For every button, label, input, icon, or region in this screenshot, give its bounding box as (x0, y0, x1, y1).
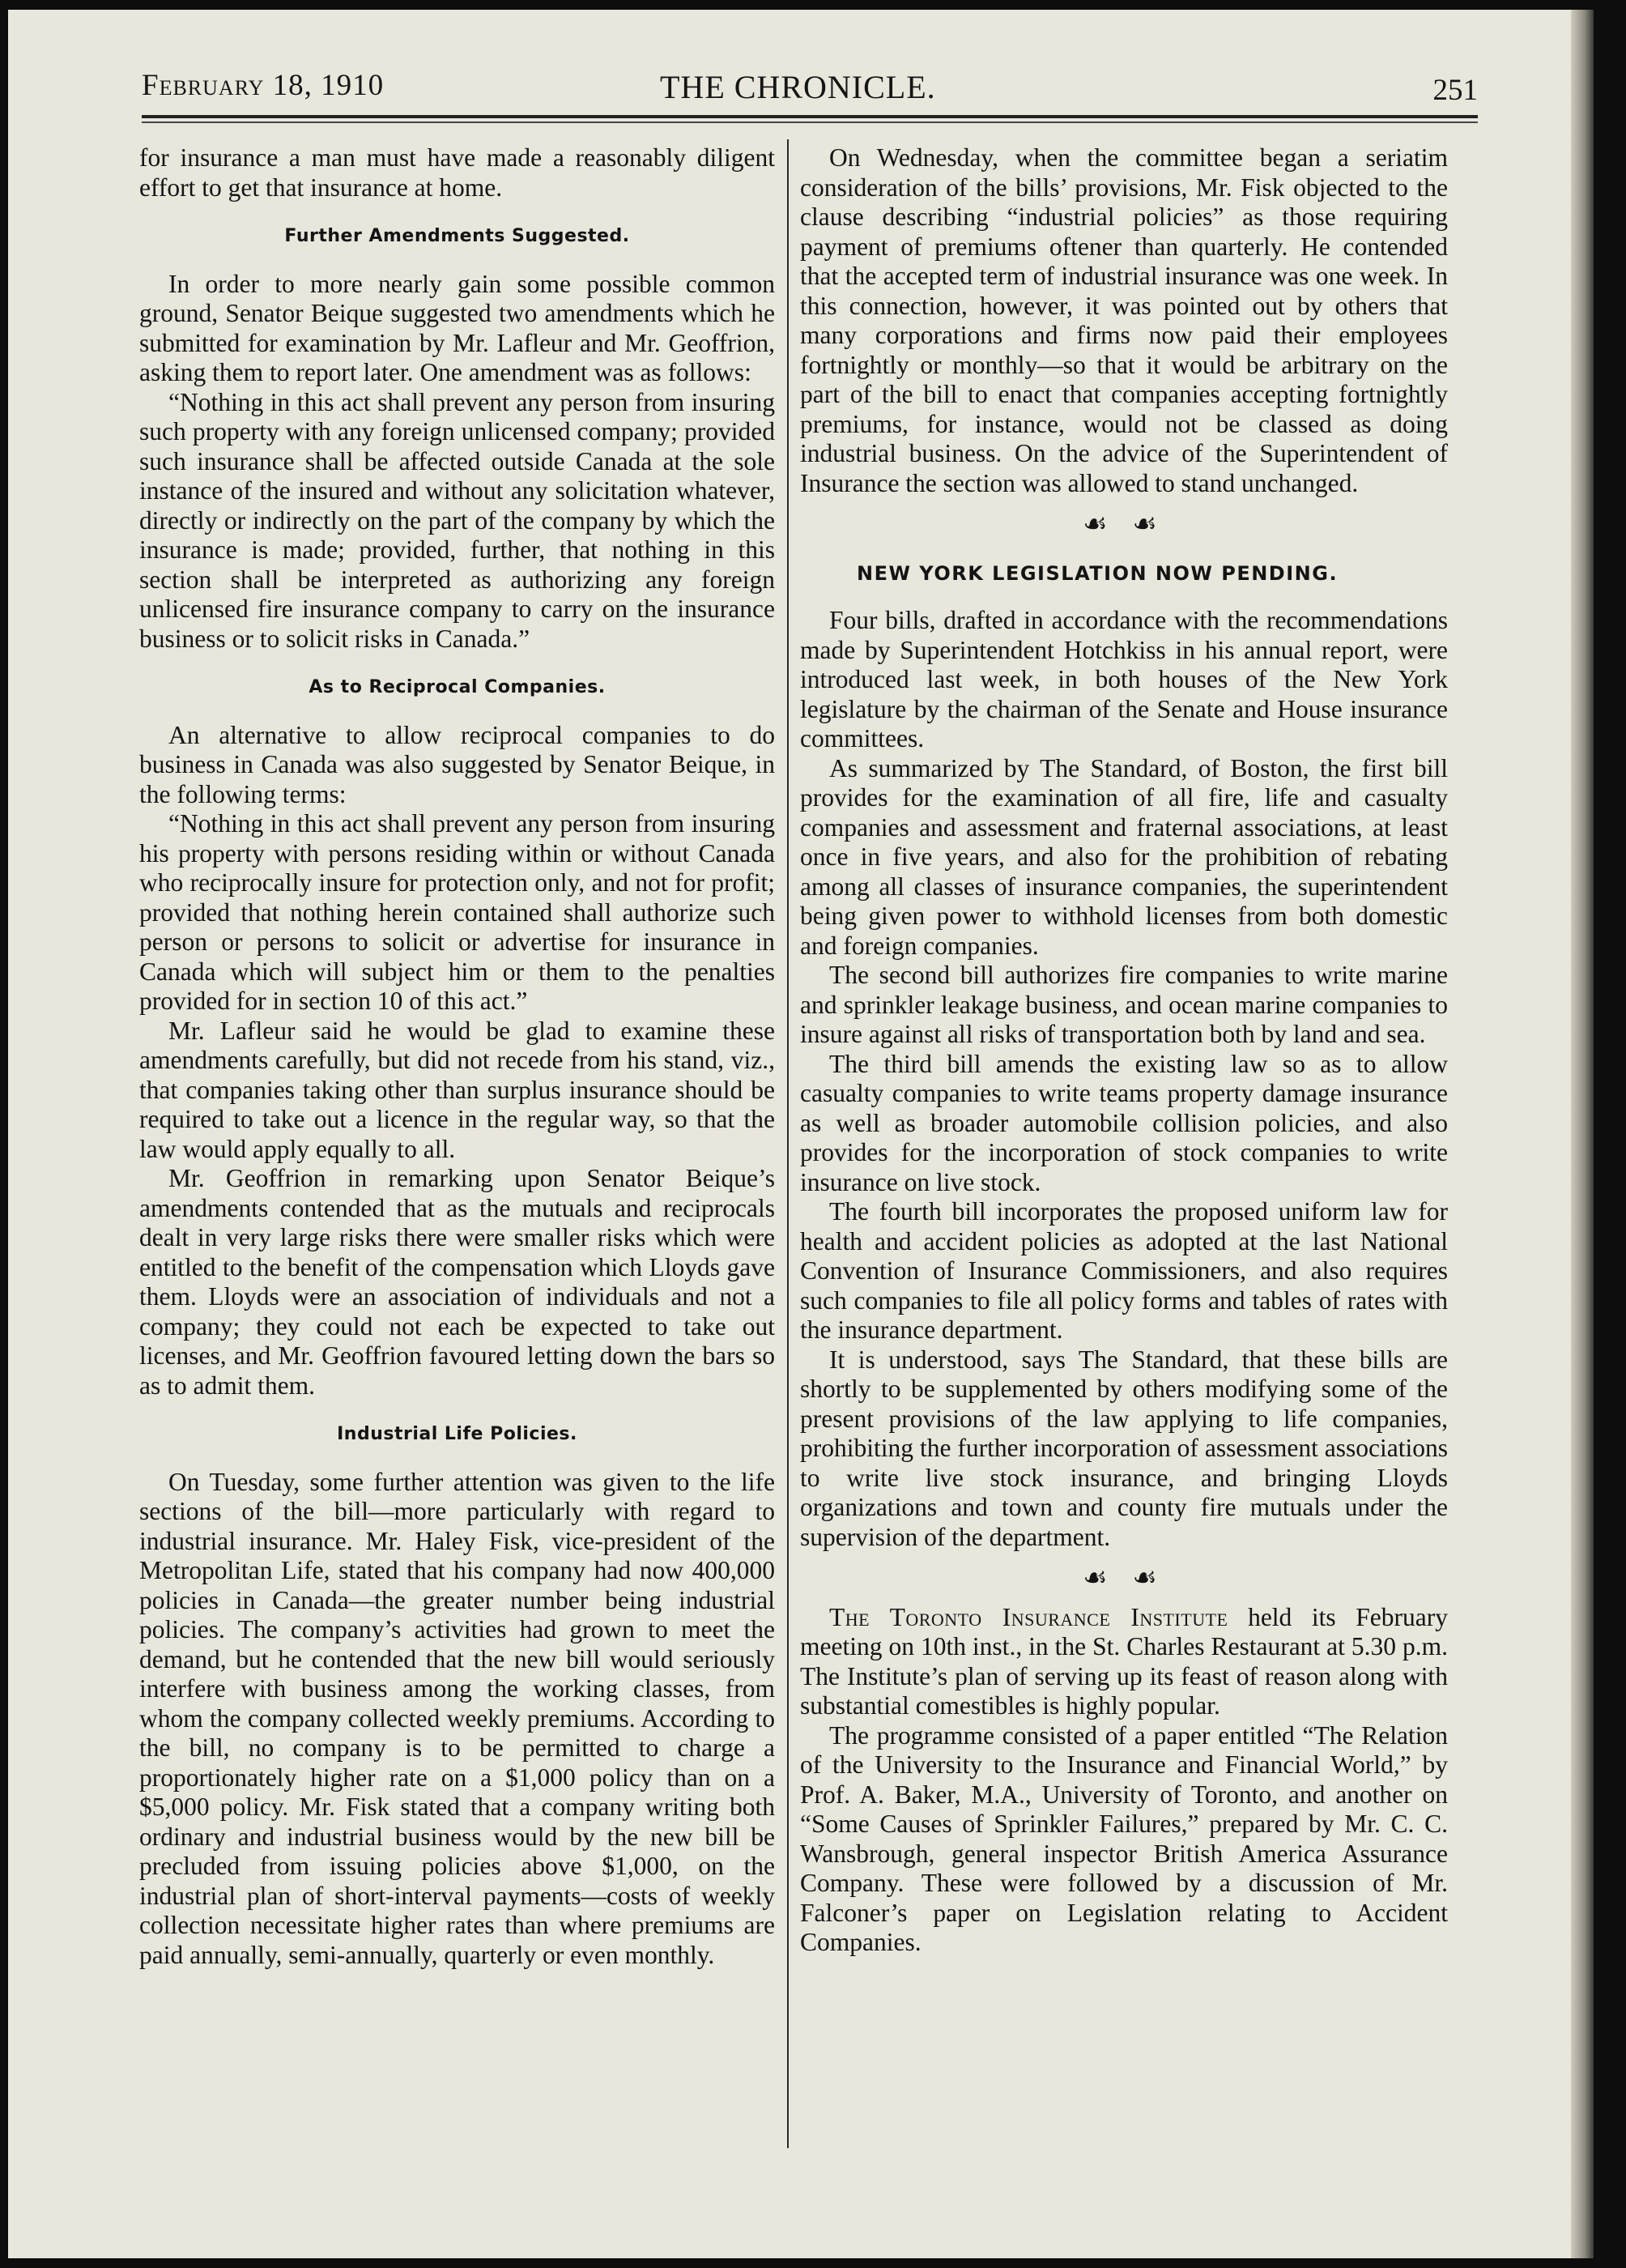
left-column (139, 143, 775, 1970)
scanned-page (8, 10, 1594, 2258)
paragraph: On Wednesday, when the committee began a seriatim consideration of the bills’ provisions, Mr. Fisk objected to the clause describing “industrial policies” as those requiring payment of premiums oftener than quarterly. He contended that the accepted term of industrial insurance was one week. In this connection, however, it was pointed out by others that many corporations and firms now paid their employees fortnightly or monthly—so that it would be arbitrary on the part of the bill to enact that companies accepting fortnightly premiums, for instance, would not be classed as doing industrial business. On the advice of the Superintendent of Insurance the section was allowed to stand unchanged. (800, 143, 1448, 497)
paragraph: The second bill authorizes fire companies to write marine and sprinkler leakage business, and ocean marine companies to insure against all risks of transportation both by land and sea. (800, 961, 1448, 1048)
page-header (142, 68, 1478, 117)
paragraph: Four bills, drafted in accordance with the recommendations made by Superintendent Hotchkiss in his annual report, were introduced last week, in both houses of the New York legislature by the chairman of the Senate and House insurance committees. (800, 606, 1448, 752)
header-rule-thin (142, 122, 1478, 123)
right-column (800, 143, 1448, 1958)
issue-date: February 18, 1910 (142, 69, 385, 102)
paragraph: Mr. Lafleur said he would be glad to examine these amendments carefully, but did not recede from his stand, viz., that companies taking other than surplus insurance should be required to take out a licence in the regular way, so that the law would apply equally to all. (139, 1016, 775, 1163)
publication-title: THE CHRONICLE. (660, 69, 936, 105)
ornament-separator: ☙ ☙ (1083, 1562, 1165, 1594)
paragraph: An alternative to allow reciprocal companies to do business in Canada was also suggested by Senator Beique, in the following terms: (139, 720, 775, 808)
paragraph: It is understood, says The Standard, that these bills are shortly to be supplemented by others modifying some of the present provisions of the law applying to life companies, prohibiting the further incorporation of assessment associations to write live stock insurance, and bringing Lloyds organizations and town and county fire mutuals under the supervision of the department. (800, 1345, 1448, 1551)
section-heading: Further Amendments Suggested. (284, 226, 630, 246)
paragraph: for insurance a man must have made a reasonably diligent effort to get that insurance at home. (139, 143, 775, 202)
paragraph: The fourth bill incorporates the proposed uniform law for health and accident policies as adopted at the last National Convention of Insurance Commissioners, and also requires such companies to file all policy forms and tables of rates with the insurance department. (800, 1197, 1448, 1344)
paragraph: As summarized by The Standard, of Boston, the first bill provides for the examination of all fire, life and casualty companies and assessment and fraternal associations, at least once in five years, and also for the prohibition of rebating among all classes of insurance companies, the superintendent being given power to withhold licenses from both domestic and foreign companies. (800, 753, 1448, 960)
paragraph: Mr. Geoffrion in remarking upon Senator Beique’s amendments contended that as the mutuals and reciprocals dealt in very large risks there were smaller risks which were entitled to the benefit of the compensation which Lloyds gave them. Lloyds were an association of individuals and not a company; they could not each be expected to take out licenses, and Mr. Geoffrion favoured letting down the bars so as to admit them. (139, 1164, 775, 1400)
paragraph: In order to more nearly gain some possible common ground, Senator Beique suggested two amendments which he submitted for examination by Mr. Lafleur and Mr. Geoffrion, asking them to report later. One amendment was as follows: (139, 269, 775, 386)
section-heading: NEW YORK LEGISLATION NOW PENDING. (857, 561, 1339, 585)
institute-name: The Toronto Insurance Institute (829, 1602, 1228, 1631)
section-heading: As to Reciprocal Companies. (309, 677, 606, 697)
column-divider (787, 139, 789, 2148)
header-rule (142, 115, 1478, 118)
quoted-amendment: “Nothing in this act shall prevent any person from insuring his property with persons residing within or without Canada who reciprocally insure for protection only, and not for profit; provided that nothing herein contained shall authorize such person or persons to solicit or advertise for insurance in Canada which will subject him or them to the penalties provided for in section 10 of this act.” (139, 809, 775, 1015)
paragraph: The third bill amends the existing law so as to allow casualty companies to write teams property damage insurance as well as broader automobile collision policies, and also provides for the incorporation of stock companies to write insurance on live stock. (800, 1049, 1448, 1196)
page-number: 251 (1432, 74, 1478, 107)
section-heading: Industrial Life Policies. (337, 1424, 577, 1444)
paragraph: On Tuesday, some further attention was given to the life sections of the bill—more particularly with regard to industrial insurance. Mr. Haley Fisk, vice-president of the Metropolitan Life, stated that his company had now 400,000 policies in Canada—the greater number being industrial policies. The company’s activities had grown to meet the demand, but he contended that the new bill would seriously interfere with business among the working classes, from whom the company collected weekly premiums. According to the bill, no company is to be permitted to charge a proportionately higher rate on a $1,000 policy than on a $5,000 policy. Mr. Fisk stated that a company writing both ordinary and industrial business would by the new bill be precluded from issuing policies above $1,000, on the industrial plan of short-interval payments—costs of weekly collection necessitate higher rates than where premiums are paid annually, semi-annually, quarterly or even monthly. (139, 1467, 775, 1969)
scan-edge (1571, 10, 1594, 2258)
quoted-amendment: “Nothing in this act shall prevent any person from insuring such property with any foreign unlicensed company; provided such insurance shall be affected outside Canada at the sole instance of the insured and without any solicitation whatever, directly or indirectly on the part of the company by which the insurance is made; provided, further, that nothing in this section shall be interpreted as authorizing any foreign unlicensed fire insurance company to carry on the insurance business or to solicit risks in Canada.” (139, 387, 775, 653)
paragraph-text: held its February meeting on 10th inst., in the St. Charles Restaurant at 5.30 p.m. The Institute’s plan of serving up its feast of reason along with substantial comestibles is highly popular. (800, 1602, 1448, 1720)
ornament-separator: ☙ ☙ (1083, 508, 1165, 540)
paragraph: The programme consisted of a paper entitled “The Relation of the University to the Insurance and Financial World,” by Prof. A. Baker, M.A., University of Toronto, and another on “Some Causes of Sprinkler Failures,” prepared by Mr. C. C. Wansbrough, general inspector British America Assurance Company. These were followed by a discussion of Mr. Falconer’s paper on Legislation relating to Accident Companies. (800, 1720, 1448, 1956)
paragraph (800, 1603, 1448, 1721)
